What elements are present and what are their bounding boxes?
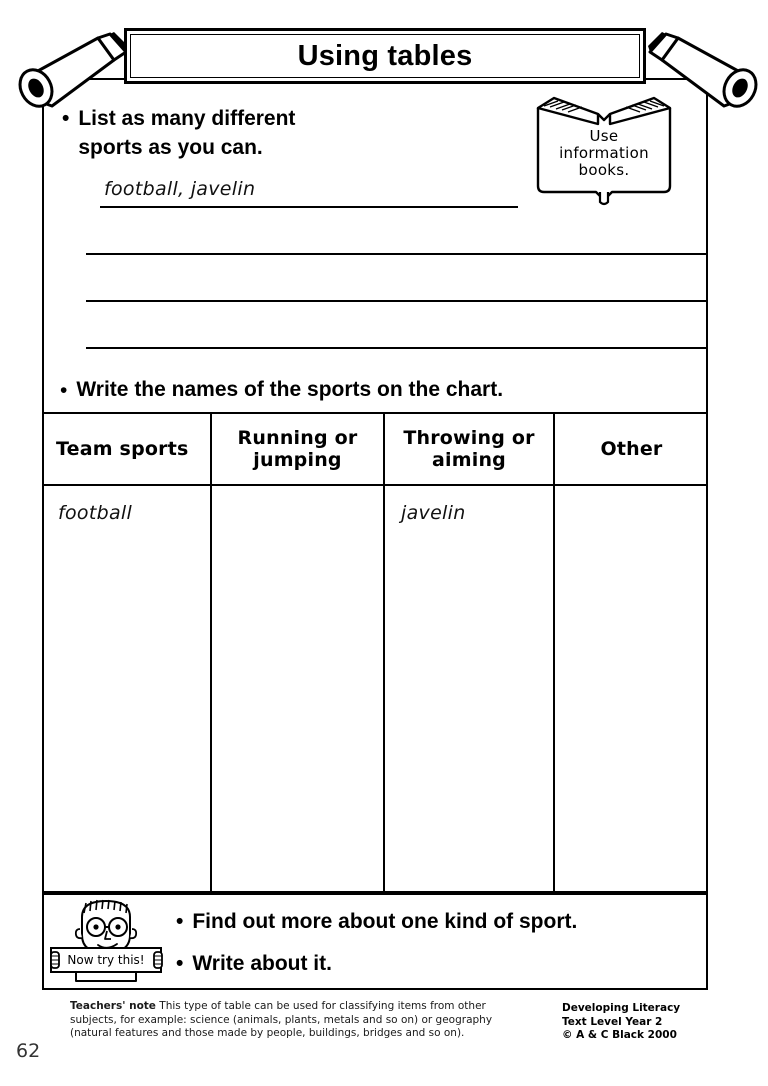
table-header-cell-throwing-or-aiming	[385, 414, 555, 484]
book-caption-line-1: Use	[589, 127, 619, 145]
table-header-label	[385, 414, 553, 484]
marker-pen-icon	[6, 22, 136, 127]
book-caption	[524, 128, 684, 179]
now-try-this-tasks	[172, 901, 708, 985]
answer-line-3[interactable]	[86, 300, 706, 302]
table-header-row	[42, 414, 708, 486]
bullet-icon: •	[60, 379, 68, 402]
table-cell-team-sports[interactable]	[42, 486, 212, 894]
page-number: 62	[16, 1040, 41, 1062]
table-cell-text	[212, 486, 383, 894]
teachers-note-label: Teachers' note	[70, 1000, 156, 1012]
header-line: jumping	[253, 449, 342, 471]
table-row	[42, 486, 708, 894]
publisher-credit	[562, 1002, 752, 1043]
table-cell-text: football	[58, 502, 133, 524]
bullet-icon: •	[176, 909, 184, 933]
credit-line-3: © A & C Black 2000	[562, 1029, 677, 1041]
answer-line-2[interactable]	[86, 253, 706, 255]
table-header-label	[42, 414, 210, 484]
bullet-icon: •	[176, 951, 184, 975]
answer-line-4[interactable]	[86, 347, 706, 349]
table-cell-text	[555, 486, 708, 894]
credit-line-2: Text Level Year 2	[562, 1015, 663, 1028]
table-header-label	[555, 414, 708, 484]
table-cell-throwing-or-aiming[interactable]	[385, 486, 555, 894]
task-2	[60, 376, 660, 405]
now-try-this-task-2-row	[176, 943, 708, 985]
teachers-note-text: This type of table can be used for classifying items from other subjects, for example: science (animals, plants, metals and so on) or geography (natural features and those made by people, buildings, bridges and so on).	[70, 1000, 493, 1039]
teachers-note	[70, 1000, 522, 1041]
table-cell-other[interactable]	[555, 486, 708, 894]
task-2-instruction: Write the names of the sports on the chart.	[76, 378, 504, 401]
header-line: aiming	[432, 449, 506, 471]
page-title-banner	[124, 28, 646, 84]
task-1-line-1: List as many different	[78, 107, 296, 130]
header-lines	[238, 427, 358, 471]
header-line: Other	[600, 438, 663, 460]
sports-classification-table	[42, 412, 708, 893]
table-header-cell-running-or-jumping	[212, 414, 385, 484]
table-cell-text: javelin	[401, 502, 466, 524]
bullet-icon: •	[62, 107, 70, 130]
task-1-answer-text: football, javelin	[104, 178, 256, 200]
now-try-this-task-2: Write about it.	[192, 951, 332, 975]
task-1-line-2: sports as you can.	[78, 136, 263, 159]
header-line: Team sports	[56, 438, 189, 460]
table-header-cell-team-sports	[42, 414, 212, 484]
header-lines	[403, 427, 534, 471]
now-try-this-task-1: Find out more about one kind of sport.	[192, 909, 578, 933]
boy-with-glasses-icon	[42, 895, 172, 990]
book-caption-line-2: information	[559, 144, 649, 162]
book-caption-line-3: books.	[578, 161, 630, 179]
now-try-this-section	[42, 893, 708, 990]
page-title: Using tables	[297, 39, 473, 72]
table-header-cell-other	[555, 414, 708, 484]
table-header-label	[212, 414, 383, 484]
header-line: Running or	[237, 427, 358, 449]
marker-pen-icon	[640, 22, 768, 127]
answer-line-1[interactable]	[100, 206, 518, 208]
credit-line-1: Developing Literacy	[562, 1002, 681, 1014]
now-try-this-task-1-row	[176, 901, 708, 943]
now-try-this-sign: Now try this!	[50, 947, 162, 973]
table-cell-running-or-jumping[interactable]	[212, 486, 385, 894]
header-line: Throwing or	[403, 427, 535, 449]
